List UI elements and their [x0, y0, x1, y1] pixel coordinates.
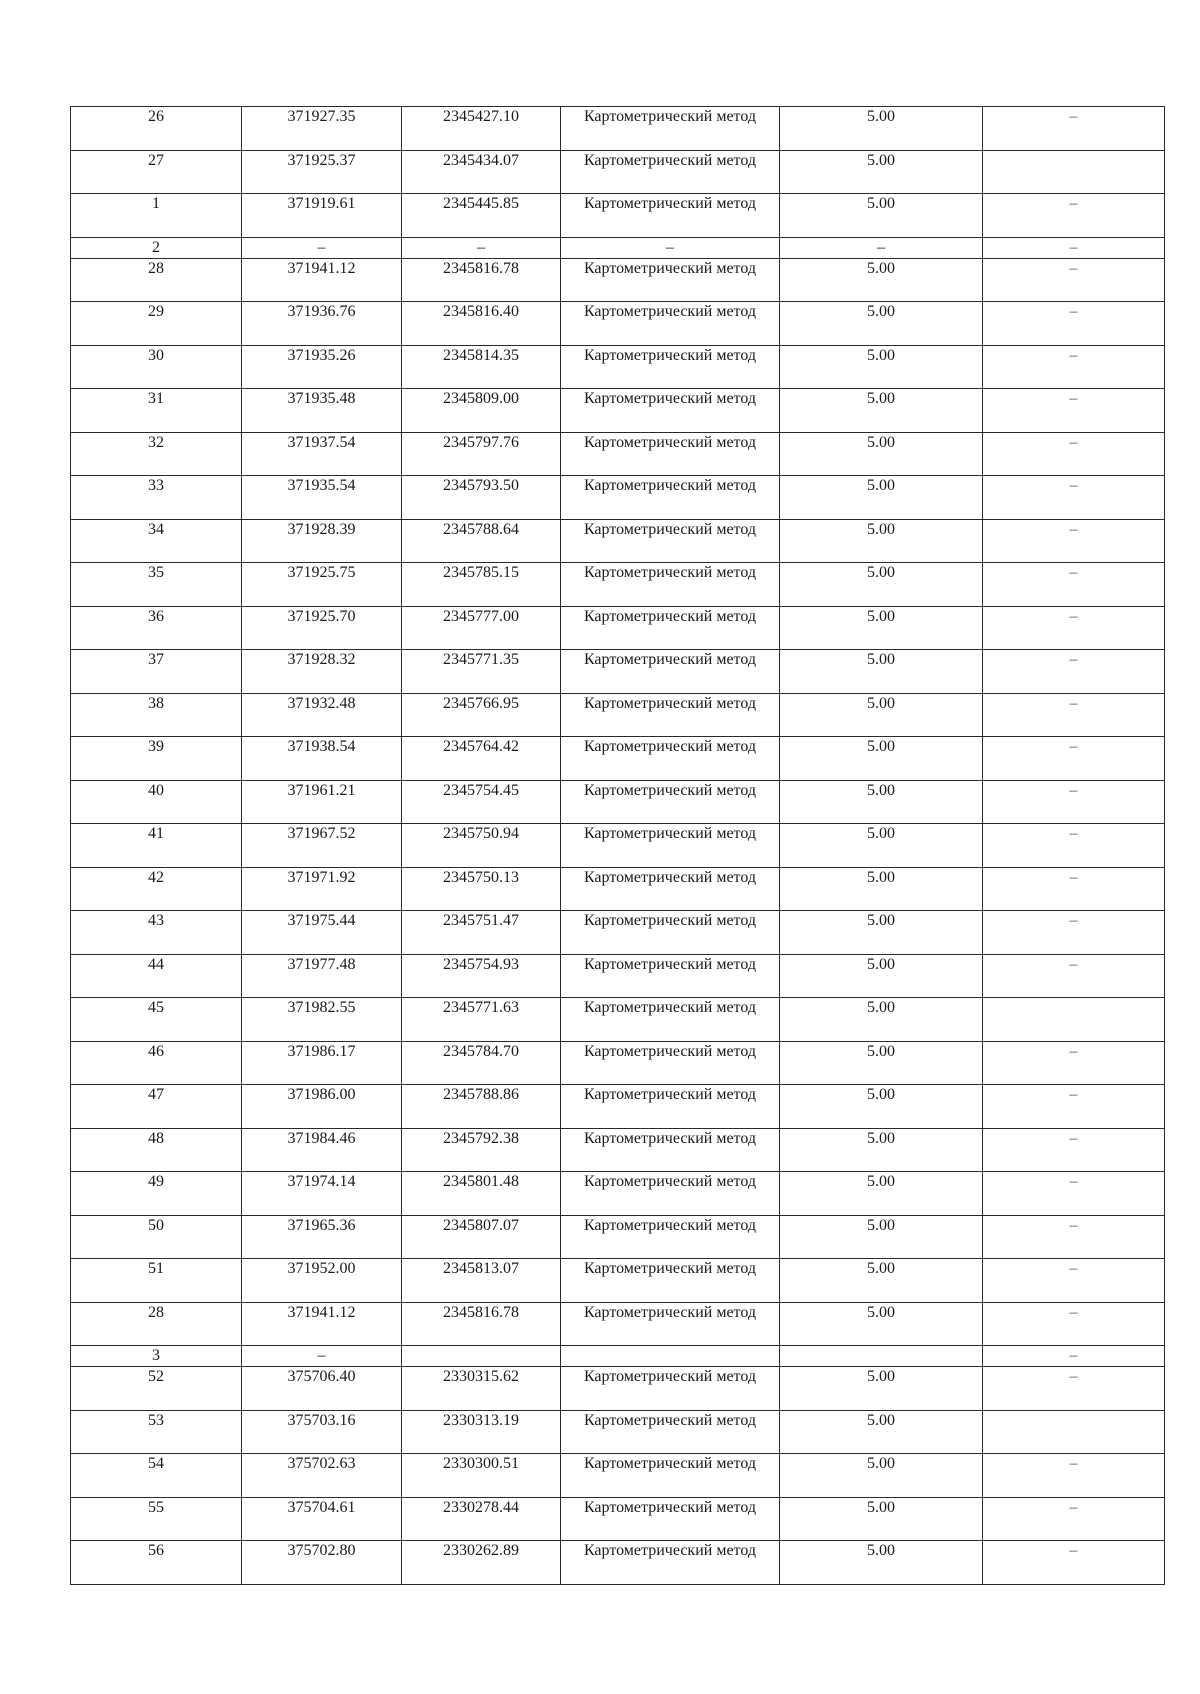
point-number-cell: 46	[71, 1041, 242, 1085]
accuracy-cell: 5.00	[780, 389, 983, 433]
coord-y-cell: 2345809.00	[402, 389, 561, 433]
table-row	[71, 693, 1165, 737]
point-number-cell: 33	[71, 476, 242, 520]
coord-x-cell: 371952.00	[242, 1259, 402, 1303]
method-cell: Картометрический метод	[561, 563, 780, 607]
coord-x-cell: 375702.63	[242, 1454, 402, 1498]
method-cell: Картометрический метод	[561, 476, 780, 520]
accuracy-cell: 5.00	[780, 1497, 983, 1541]
note-cell: –	[983, 650, 1165, 694]
point-number-cell: 26	[71, 107, 242, 151]
coord-x-cell: 371967.52	[242, 824, 402, 868]
note-cell: –	[983, 1259, 1165, 1303]
table-row	[71, 1302, 1165, 1346]
method-cell: Картометрический метод	[561, 1454, 780, 1498]
coord-y-cell: 2330300.51	[402, 1454, 561, 1498]
accuracy-cell: 5.00	[780, 737, 983, 781]
note-cell	[983, 150, 1165, 194]
coord-x-cell: 375702.80	[242, 1541, 402, 1585]
coord-x-cell: 371984.46	[242, 1128, 402, 1172]
method-cell: Картометрический метод	[561, 824, 780, 868]
note-cell: –	[983, 345, 1165, 389]
table-row	[71, 107, 1165, 151]
coord-y-cell: 2345788.86	[402, 1085, 561, 1129]
method-cell: Картометрический метод	[561, 1128, 780, 1172]
coord-y-cell: 2345797.76	[402, 432, 561, 476]
accuracy-cell: 5.00	[780, 519, 983, 563]
accuracy-cell: 5.00	[780, 1454, 983, 1498]
coord-x-cell: 371977.48	[242, 954, 402, 998]
accuracy-cell: 5.00	[780, 1410, 983, 1454]
table-row	[71, 1041, 1165, 1085]
accuracy-cell: 5.00	[780, 780, 983, 824]
method-cell: Картометрический метод	[561, 650, 780, 694]
note-cell: –	[983, 606, 1165, 650]
coord-y-cell: 2345813.07	[402, 1259, 561, 1303]
coord-x-cell: 371928.32	[242, 650, 402, 694]
note-cell: –	[983, 1541, 1165, 1585]
point-number-cell: 42	[71, 867, 242, 911]
method-cell: Картометрический метод	[561, 911, 780, 955]
note-cell: –	[983, 476, 1165, 520]
coord-x-cell: –	[242, 1346, 402, 1367]
coord-y-cell: 2345777.00	[402, 606, 561, 650]
coord-y-cell: 2345754.93	[402, 954, 561, 998]
point-number-cell: 56	[71, 1541, 242, 1585]
coord-x-cell: –	[242, 237, 402, 258]
table-row	[71, 432, 1165, 476]
method-cell: Картометрический метод	[561, 389, 780, 433]
accuracy-cell: 5.00	[780, 1128, 983, 1172]
method-cell	[561, 1346, 780, 1367]
method-cell: Картометрический метод	[561, 302, 780, 346]
coord-x-cell: 371941.12	[242, 258, 402, 302]
accuracy-cell: 5.00	[780, 693, 983, 737]
coord-y-cell: 2345788.64	[402, 519, 561, 563]
method-cell: Картометрический метод	[561, 107, 780, 151]
point-number-cell: 54	[71, 1454, 242, 1498]
note-cell: –	[983, 1367, 1165, 1411]
method-cell: Картометрический метод	[561, 1302, 780, 1346]
point-number-cell: 30	[71, 345, 242, 389]
method-cell: Картометрический метод	[561, 519, 780, 563]
note-cell: –	[983, 1041, 1165, 1085]
point-number-cell: 34	[71, 519, 242, 563]
coord-x-cell: 371919.61	[242, 194, 402, 238]
table-row	[71, 476, 1165, 520]
point-number-cell: 28	[71, 1302, 242, 1346]
accuracy-cell: 5.00	[780, 1085, 983, 1129]
accuracy-cell: 5.00	[780, 911, 983, 955]
coord-x-cell: 371928.39	[242, 519, 402, 563]
accuracy-cell: 5.00	[780, 563, 983, 607]
accuracy-cell: 5.00	[780, 150, 983, 194]
method-cell: Картометрический метод	[561, 150, 780, 194]
method-cell: Картометрический метод	[561, 954, 780, 998]
coord-y-cell: 2345816.78	[402, 258, 561, 302]
method-cell: Картометрический метод	[561, 194, 780, 238]
note-cell: –	[983, 1085, 1165, 1129]
coord-x-cell: 371961.21	[242, 780, 402, 824]
coord-y-cell: 2345445.85	[402, 194, 561, 238]
coord-y-cell: 2345750.13	[402, 867, 561, 911]
table-row	[71, 1215, 1165, 1259]
table-row	[71, 867, 1165, 911]
point-number-cell: 31	[71, 389, 242, 433]
coord-y-cell: 2345814.35	[402, 345, 561, 389]
coord-x-cell: 371975.44	[242, 911, 402, 955]
note-cell: –	[983, 1215, 1165, 1259]
table-row	[71, 1085, 1165, 1129]
point-number-cell: 29	[71, 302, 242, 346]
coord-x-cell: 371925.37	[242, 150, 402, 194]
accuracy-cell: 5.00	[780, 1215, 983, 1259]
coord-x-cell: 371935.54	[242, 476, 402, 520]
point-number-cell: 38	[71, 693, 242, 737]
table-row	[71, 606, 1165, 650]
note-cell: –	[983, 867, 1165, 911]
method-cell: Картометрический метод	[561, 432, 780, 476]
method-cell: Картометрический метод	[561, 1172, 780, 1216]
note-cell	[983, 998, 1165, 1042]
point-number-cell: 3	[71, 1346, 242, 1367]
note-cell: –	[983, 824, 1165, 868]
accuracy-cell: 5.00	[780, 1541, 983, 1585]
method-cell: Картометрический метод	[561, 1259, 780, 1303]
point-number-cell: 35	[71, 563, 242, 607]
method-cell: Картометрический метод	[561, 737, 780, 781]
coord-x-cell: 371925.75	[242, 563, 402, 607]
table-row	[71, 389, 1165, 433]
accuracy-cell: 5.00	[780, 867, 983, 911]
accuracy-cell: 5.00	[780, 1302, 983, 1346]
note-cell: –	[983, 1497, 1165, 1541]
accuracy-cell: 5.00	[780, 954, 983, 998]
method-cell: Картометрический метод	[561, 606, 780, 650]
accuracy-cell: 5.00	[780, 107, 983, 151]
table-row	[71, 998, 1165, 1042]
coord-y-cell: 2345816.40	[402, 302, 561, 346]
note-cell: –	[983, 258, 1165, 302]
accuracy-cell: 5.00	[780, 1041, 983, 1085]
coord-x-cell: 371982.55	[242, 998, 402, 1042]
accuracy-cell: 5.00	[780, 998, 983, 1042]
note-cell: –	[983, 1302, 1165, 1346]
accuracy-cell: 5.00	[780, 824, 983, 868]
note-cell: –	[983, 194, 1165, 238]
coord-y-cell: 2345434.07	[402, 150, 561, 194]
table-row	[71, 1541, 1165, 1585]
method-cell: Картометрический метод	[561, 1410, 780, 1454]
accuracy-cell: 5.00	[780, 1259, 983, 1303]
note-cell: –	[983, 237, 1165, 258]
point-number-cell: 51	[71, 1259, 242, 1303]
table-row	[71, 150, 1165, 194]
coord-x-cell: 371986.00	[242, 1085, 402, 1129]
table-row	[71, 194, 1165, 238]
table-row	[71, 954, 1165, 998]
coord-y-cell: 2345784.70	[402, 1041, 561, 1085]
note-cell: –	[983, 107, 1165, 151]
table-row	[71, 258, 1165, 302]
coord-y-cell: 2330313.19	[402, 1410, 561, 1454]
table-row	[71, 1497, 1165, 1541]
note-cell: –	[983, 1172, 1165, 1216]
point-number-cell: 27	[71, 150, 242, 194]
coord-y-cell: 2345793.50	[402, 476, 561, 520]
table-row	[71, 302, 1165, 346]
note-cell: –	[983, 737, 1165, 781]
point-number-cell: 44	[71, 954, 242, 998]
accuracy-cell: –	[780, 237, 983, 258]
table-row	[71, 650, 1165, 694]
coord-x-cell: 371932.48	[242, 693, 402, 737]
point-number-cell: 52	[71, 1367, 242, 1411]
point-number-cell: 53	[71, 1410, 242, 1454]
coord-x-cell: 371937.54	[242, 432, 402, 476]
coord-y-cell: 2345801.48	[402, 1172, 561, 1216]
note-cell: –	[983, 1128, 1165, 1172]
point-number-cell: 45	[71, 998, 242, 1042]
point-number-cell: 55	[71, 1497, 242, 1541]
coord-y-cell: 2330262.89	[402, 1541, 561, 1585]
coord-x-cell: 371965.36	[242, 1215, 402, 1259]
coord-y-cell: –	[402, 237, 561, 258]
point-number-cell: 48	[71, 1128, 242, 1172]
point-number-cell: 39	[71, 737, 242, 781]
table-row	[71, 1172, 1165, 1216]
point-number-cell: 40	[71, 780, 242, 824]
contour-separator-row	[71, 237, 1165, 258]
coordinates-table	[70, 106, 1165, 1585]
coord-y-cell: 2345816.78	[402, 1302, 561, 1346]
table-row	[71, 737, 1165, 781]
table-body	[71, 107, 1165, 1585]
note-cell: –	[983, 780, 1165, 824]
accuracy-cell: 5.00	[780, 650, 983, 694]
coord-y-cell: 2345771.63	[402, 998, 561, 1042]
coord-y-cell: 2345750.94	[402, 824, 561, 868]
point-number-cell: 49	[71, 1172, 242, 1216]
table-row	[71, 1410, 1165, 1454]
coord-x-cell: 371925.70	[242, 606, 402, 650]
point-number-cell: 50	[71, 1215, 242, 1259]
point-number-cell: 47	[71, 1085, 242, 1129]
method-cell: Картометрический метод	[561, 1085, 780, 1129]
method-cell: Картометрический метод	[561, 867, 780, 911]
table-row	[71, 780, 1165, 824]
coord-y-cell: 2345764.42	[402, 737, 561, 781]
coord-x-cell: 371936.76	[242, 302, 402, 346]
table-row	[71, 1128, 1165, 1172]
table-row	[71, 824, 1165, 868]
method-cell: Картометрический метод	[561, 1541, 780, 1585]
note-cell: –	[983, 911, 1165, 955]
accuracy-cell: 5.00	[780, 258, 983, 302]
table-row	[71, 563, 1165, 607]
coord-x-cell: 371927.35	[242, 107, 402, 151]
coord-x-cell: 371986.17	[242, 1041, 402, 1085]
accuracy-cell: 5.00	[780, 432, 983, 476]
note-cell: –	[983, 954, 1165, 998]
coord-y-cell: 2345771.35	[402, 650, 561, 694]
accuracy-cell: 5.00	[780, 194, 983, 238]
table-row	[71, 911, 1165, 955]
note-cell: –	[983, 563, 1165, 607]
coord-x-cell: 371974.14	[242, 1172, 402, 1216]
accuracy-cell: 5.00	[780, 345, 983, 389]
accuracy-cell: 5.00	[780, 606, 983, 650]
coord-x-cell: 371935.26	[242, 345, 402, 389]
accuracy-cell: 5.00	[780, 1367, 983, 1411]
method-cell: Картометрический метод	[561, 780, 780, 824]
method-cell: Картометрический метод	[561, 1497, 780, 1541]
method-cell: Картометрический метод	[561, 1367, 780, 1411]
coord-y-cell	[402, 1346, 561, 1367]
method-cell: Картометрический метод	[561, 998, 780, 1042]
coord-y-cell: 2345807.07	[402, 1215, 561, 1259]
coord-y-cell: 2330278.44	[402, 1497, 561, 1541]
table-row	[71, 345, 1165, 389]
coord-x-cell: 371935.48	[242, 389, 402, 433]
table-row	[71, 1367, 1165, 1411]
method-cell: Картометрический метод	[561, 1215, 780, 1259]
coord-x-cell: 375704.61	[242, 1497, 402, 1541]
point-number-cell: 43	[71, 911, 242, 955]
point-number-cell: 1	[71, 194, 242, 238]
coord-x-cell: 375706.40	[242, 1367, 402, 1411]
accuracy-cell: 5.00	[780, 302, 983, 346]
coord-y-cell: 2345766.95	[402, 693, 561, 737]
point-number-cell: 32	[71, 432, 242, 476]
coord-y-cell: 2345785.15	[402, 563, 561, 607]
point-number-cell: 36	[71, 606, 242, 650]
table-row	[71, 1454, 1165, 1498]
note-cell: –	[983, 519, 1165, 563]
coord-x-cell: 371941.12	[242, 1302, 402, 1346]
coord-x-cell: 371938.54	[242, 737, 402, 781]
coord-x-cell: 371971.92	[242, 867, 402, 911]
table-row	[71, 519, 1165, 563]
point-number-cell: 41	[71, 824, 242, 868]
coord-y-cell: 2345751.47	[402, 911, 561, 955]
accuracy-cell: 5.00	[780, 476, 983, 520]
method-cell: Картометрический метод	[561, 345, 780, 389]
note-cell: –	[983, 1454, 1165, 1498]
method-cell: Картометрический метод	[561, 693, 780, 737]
note-cell	[983, 1410, 1165, 1454]
method-cell: –	[561, 237, 780, 258]
method-cell: Картометрический метод	[561, 1041, 780, 1085]
point-number-cell: 37	[71, 650, 242, 694]
method-cell: Картометрический метод	[561, 258, 780, 302]
accuracy-cell	[780, 1346, 983, 1367]
contour-separator-row	[71, 1346, 1165, 1367]
coord-x-cell: 375703.16	[242, 1410, 402, 1454]
point-number-cell: 28	[71, 258, 242, 302]
note-cell: –	[983, 302, 1165, 346]
accuracy-cell: 5.00	[780, 1172, 983, 1216]
coord-y-cell: 2345792.38	[402, 1128, 561, 1172]
note-cell: –	[983, 1346, 1165, 1367]
coord-y-cell: 2345427.10	[402, 107, 561, 151]
note-cell: –	[983, 389, 1165, 433]
note-cell: –	[983, 432, 1165, 476]
table-row	[71, 1259, 1165, 1303]
coord-y-cell: 2345754.45	[402, 780, 561, 824]
note-cell: –	[983, 693, 1165, 737]
point-number-cell: 2	[71, 237, 242, 258]
coord-y-cell: 2330315.62	[402, 1367, 561, 1411]
